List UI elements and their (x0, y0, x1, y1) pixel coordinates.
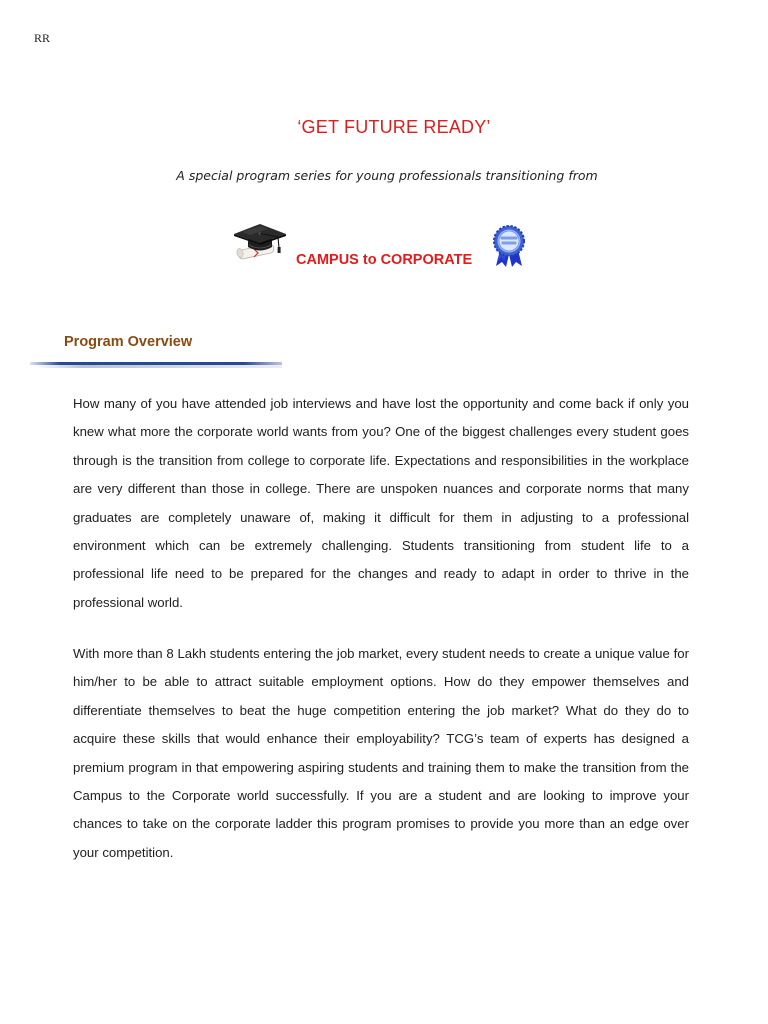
award-ribbon-icon (486, 224, 532, 270)
overview-paragraph: How many of you have attended job interviews and have lost the opportunity and come back if only you knew what more the corporate world wants from you? One of the biggest challenges every student goes through is the transition from college to corporate life. Expectations and responsibilities in the workplace are very different than those in college. There are unspoken nuances and corporate norms that many graduates are completely unaware of, making it difficult for them in adjusting to a professional environment which can be extremely challenging. Students transitioning from student life to a professional life need to be prepared for the changes and ready to adapt in order to thrive in the professional world. (73, 396, 689, 610)
section-divider (30, 360, 282, 370)
overview-paragraph: With more than 8 Lakh students entering the job market, every student needs to create a unique value for him/her to be able to attract suitable employment options. How do they empower themselves and differentiate themselves to beat the huge competition entering the job market? What do they do to acquire these skills that would enhance their employability? TCG’s team of experts has designed a premium program in that empowering aspiring students and training them to make the transition from the Campus to the Corporate world successfully. If you are a student and are looking to improve your chances to take on the corporate ladder this program promises to provide you more than an edge over your competition. (73, 646, 689, 860)
page-title: ‘GET FUTURE READY’ (297, 117, 491, 137)
banner-label: CAMPUS to CORPORATE (296, 252, 473, 268)
graduation-cap-icon (232, 220, 288, 266)
header-mark: RR (34, 31, 51, 45)
section-heading: Program Overview (64, 334, 193, 350)
subtitle: A special program series for young professionals transitioning from (176, 168, 598, 183)
